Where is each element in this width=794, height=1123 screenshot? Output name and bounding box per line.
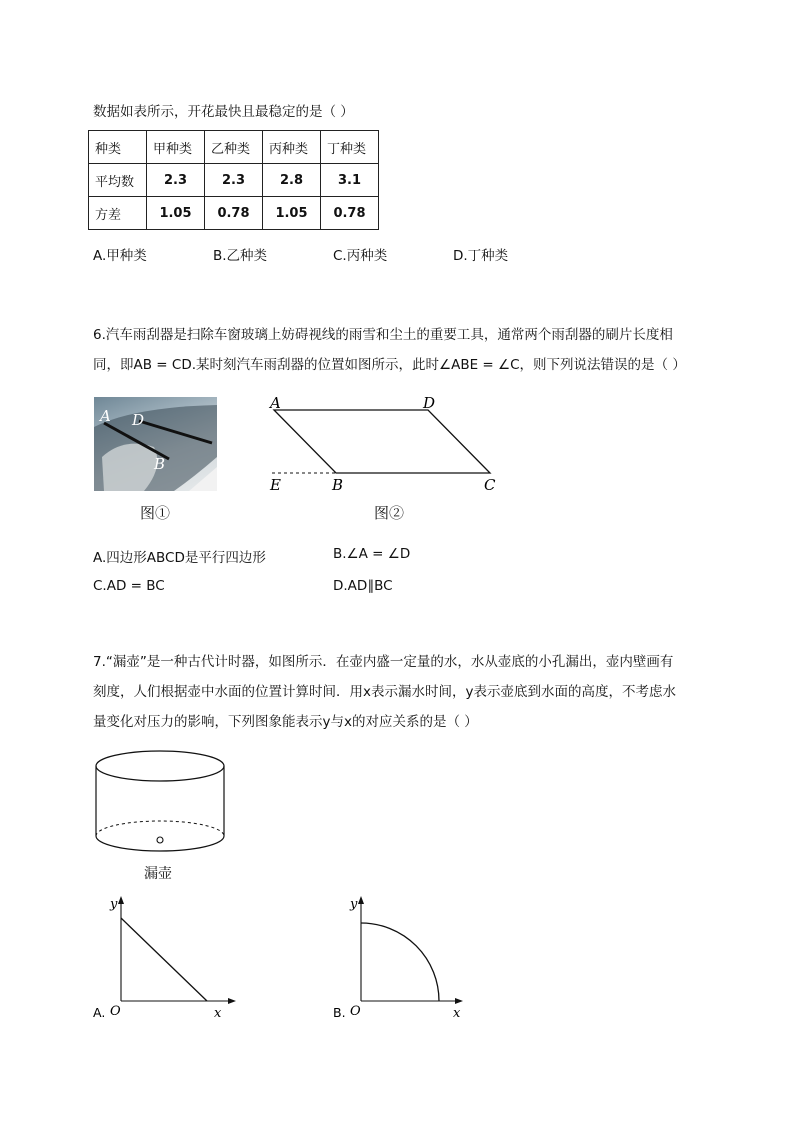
data-table — [88, 130, 379, 230]
table-cell: 1.05 — [263, 197, 321, 230]
table-row — [89, 164, 379, 197]
graph-b-x-label: x — [453, 1006, 461, 1021]
q6-option-b[interactable]: B.∠A = ∠D — [333, 546, 411, 562]
figure2-caption: 图② — [374, 504, 405, 522]
q5-option-d[interactable]: D.丁种类 — [453, 248, 509, 264]
photo-label-a: A — [100, 407, 111, 425]
vertex-label-e: E — [270, 476, 281, 494]
leak-hole — [157, 837, 163, 843]
q6-option-c[interactable]: C.AD = BC — [93, 578, 165, 594]
table-cell: 2.8 — [263, 164, 321, 197]
graph-b-origin-label: O — [350, 1004, 361, 1019]
wiper-photo — [94, 397, 217, 491]
table-header-row — [89, 131, 379, 164]
graph-a-x-label: x — [214, 1006, 222, 1021]
vertex-label-d: D — [423, 394, 436, 412]
water-clock-vessel — [90, 748, 230, 863]
graph-a[interactable] — [90, 893, 240, 1028]
graph-a-origin-label: O — [110, 1004, 121, 1019]
table-cell: 3.1 — [321, 164, 379, 197]
q7-stem-line3: 量变化对压力的影响，下列图象能表示y与x的对应关系的是（ ） — [93, 714, 478, 730]
graph-b-y-label: y — [350, 897, 358, 912]
graph-a-y-label: y — [110, 897, 118, 912]
photo-label-b: B — [154, 455, 166, 473]
table-cell: 0.78 — [205, 197, 263, 230]
q5-option-b[interactable]: B.乙种类 — [213, 248, 268, 264]
graph-b-curve — [361, 923, 439, 1001]
table-cell: 1.05 — [147, 197, 205, 230]
table-cell: 2.3 — [205, 164, 263, 197]
graph-b-option-label: B. — [333, 1005, 346, 1020]
table-cell: 2.3 — [147, 164, 205, 197]
parallelogram-abcd — [274, 410, 490, 473]
q7-stem-line2: 刻度，人们根据壶中水面的位置计算时间．用x表示漏水时间，y表示壶底到水面的高度，不考虑水 — [93, 684, 676, 700]
graph-a-option-label: A. — [93, 1005, 106, 1020]
table-header-cell: 种类 — [89, 131, 147, 164]
parallelogram-figure — [260, 390, 510, 500]
q5-option-c[interactable]: C.丙种类 — [333, 248, 388, 264]
table-header-cell: 乙种类 — [205, 131, 263, 164]
vertex-label-c: C — [484, 476, 496, 494]
table-header-cell: 甲种类 — [147, 131, 205, 164]
figure1-caption: 图① — [140, 504, 171, 522]
vessel-caption: 漏壶 — [144, 866, 172, 882]
table-cell: 平均数 — [89, 164, 147, 197]
photo-label-d: D — [132, 411, 145, 429]
q5-stem: 数据如表所示，开花最快且最稳定的是（ ） — [93, 104, 354, 120]
q6-stem-line2: 同，即AB = CD.某时刻汽车雨刮器的位置如图所示，此时∠ABE = ∠C，则下列说法错误的是（ ） — [93, 357, 686, 373]
q6-option-d[interactable]: D.AD∥BC — [333, 578, 393, 594]
table-cell: 0.78 — [321, 197, 379, 230]
q5-option-a[interactable]: A.甲种类 — [93, 248, 147, 264]
table-header-cell: 丙种类 — [263, 131, 321, 164]
q7-stem-line1: 7.“漏壶”是一种古代计时器，如图所示．在壶内盛一定量的水，水从壶底的小孔漏出，壶内壁画有 — [93, 654, 674, 670]
table-cell: 方差 — [89, 197, 147, 230]
graph-b[interactable] — [330, 893, 480, 1028]
q6-option-a[interactable]: A.四边形ABCD是平行四边形 — [93, 550, 266, 566]
graph-a-line — [121, 918, 207, 1001]
table-header-cell: 丁种类 — [321, 131, 379, 164]
q6-stem-line1: 6.汽车雨刮器是扫除车窗玻璃上妨碍视线的雨雪和尘土的重要工具，通常两个雨刮器的刷片长度相 — [93, 327, 673, 343]
vertex-label-b: B — [332, 476, 344, 494]
vertex-label-a: A — [270, 394, 281, 412]
wiper-photo-drawing — [94, 397, 217, 491]
table-row — [89, 197, 379, 230]
